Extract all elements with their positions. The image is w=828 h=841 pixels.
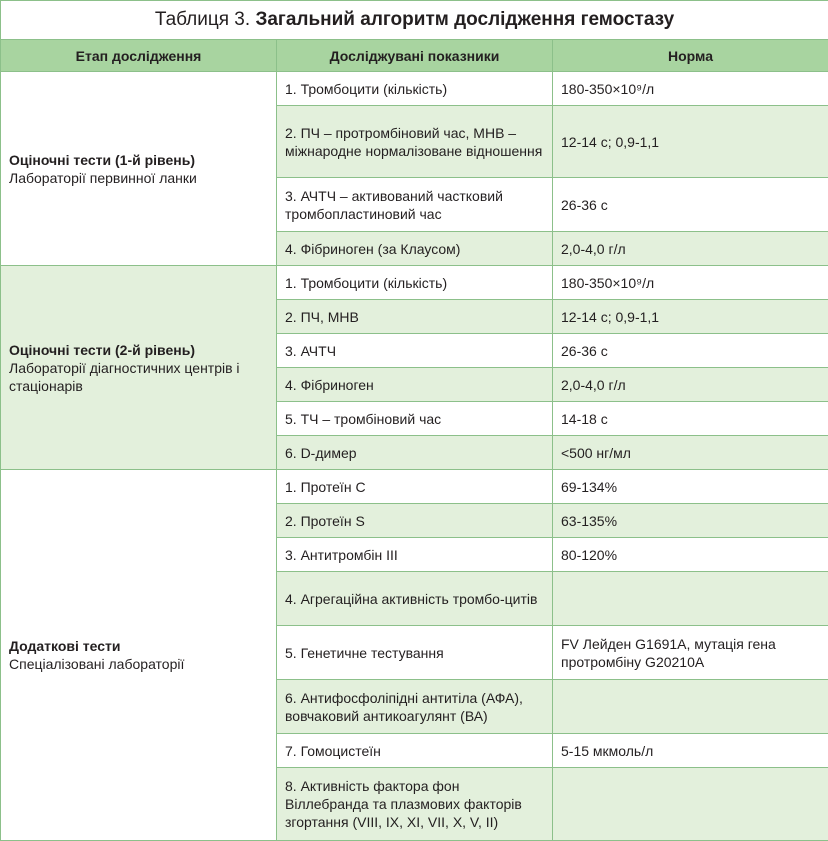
norm-cell: [553, 680, 828, 734]
norm-cell: [553, 768, 828, 841]
indicator-cell: 1. Тромбоцити (кількість): [277, 266, 553, 300]
indicator-cell: 1. Протеїн С: [277, 470, 553, 504]
stage-subtitle: Лабораторії первинної ланки: [9, 169, 268, 187]
indicator-cell: 5. ТЧ – тромбіновий час: [277, 402, 553, 436]
norm-cell: 14-18 с: [553, 402, 828, 436]
table-title-prefix: Таблиця 3.: [155, 9, 250, 30]
stage-title: Оціночні тести (2-й рівень): [9, 341, 268, 359]
norm-cell: 2,0-4,0 г/л: [553, 232, 828, 266]
stage-cell: [1, 72, 277, 266]
table-row: [1, 470, 828, 504]
table-title-main: Загальний алгоритм дослідження гемостазу: [255, 9, 674, 30]
header-stage: Етап дослідження: [1, 40, 277, 72]
indicator-cell: 2. ПЧ – протромбіновий час, МНВ – міжнародне нормалізоване відношення: [277, 106, 553, 178]
norm-cell: [553, 572, 828, 626]
indicator-cell: 1. Тромбоцити (кількість): [277, 72, 553, 106]
indicator-cell: 3. АЧТЧ: [277, 334, 553, 368]
norm-cell: 12-14 с; 0,9-1,1: [553, 106, 828, 178]
norm-cell: FV Лейден G1691A, мутація гена протромбіну G20210A: [553, 626, 828, 680]
norm-cell: <500 нг/мл: [553, 436, 828, 470]
indicator-cell: 3. АЧТЧ – активований частковий тромбопластиновий час: [277, 178, 553, 232]
indicator-cell: 7. Гомоцистеїн: [277, 734, 553, 768]
norm-cell: 180-350×10⁹/л: [553, 266, 828, 300]
title-row: [1, 1, 828, 40]
stage-subtitle: Лабораторії діагностичних центрів і стаціонарів: [9, 359, 268, 395]
norm-cell: 26-36 с: [553, 178, 828, 232]
indicator-cell: 4. Фібриноген: [277, 368, 553, 402]
header-indicators: Досліджувані показники: [277, 40, 553, 72]
norm-cell: 63-135%: [553, 504, 828, 538]
stage-subtitle: Спеціалізовані лабораторії: [9, 655, 268, 673]
indicator-cell: 6. D-димер: [277, 436, 553, 470]
indicator-cell: 2. ПЧ, МНВ: [277, 300, 553, 334]
header-norm: Норма: [553, 40, 828, 72]
norm-cell: 80-120%: [553, 538, 828, 572]
indicator-cell: 5. Генетичне тестування: [277, 626, 553, 680]
stage-cell: [1, 470, 277, 841]
indicator-cell: 4. Агрегаційна активність тромбо-цитів: [277, 572, 553, 626]
indicator-cell: 4. Фібриноген (за Клаусом): [277, 232, 553, 266]
header-row: [1, 40, 828, 72]
table-row: [1, 72, 828, 106]
norm-cell: 26-36 с: [553, 334, 828, 368]
stage-cell: [1, 266, 277, 470]
indicator-cell: 6. Антифосфоліпідні антитіла (АФА), вовчаковий антикоагулянт (ВА): [277, 680, 553, 734]
indicator-cell: 3. Антитромбін III: [277, 538, 553, 572]
norm-cell: 180-350×10⁹/л: [553, 72, 828, 106]
indicator-cell: 8. Активність фактора фон Віллебранда та плазмових факторів згортання (VIII, IX, XI, VII, X, V, II): [277, 768, 553, 841]
stage-title: Додаткові тести: [9, 637, 268, 655]
norm-cell: 5-15 мкмоль/л: [553, 734, 828, 768]
norm-cell: 2,0-4,0 г/л: [553, 368, 828, 402]
table-row: [1, 266, 828, 300]
indicator-cell: 2. Протеїн S: [277, 504, 553, 538]
table-title: [1, 1, 828, 40]
stage-title: Оціночні тести (1-й рівень): [9, 151, 268, 169]
norm-cell: 12-14 с; 0,9-1,1: [553, 300, 828, 334]
norm-cell: 69-134%: [553, 470, 828, 504]
